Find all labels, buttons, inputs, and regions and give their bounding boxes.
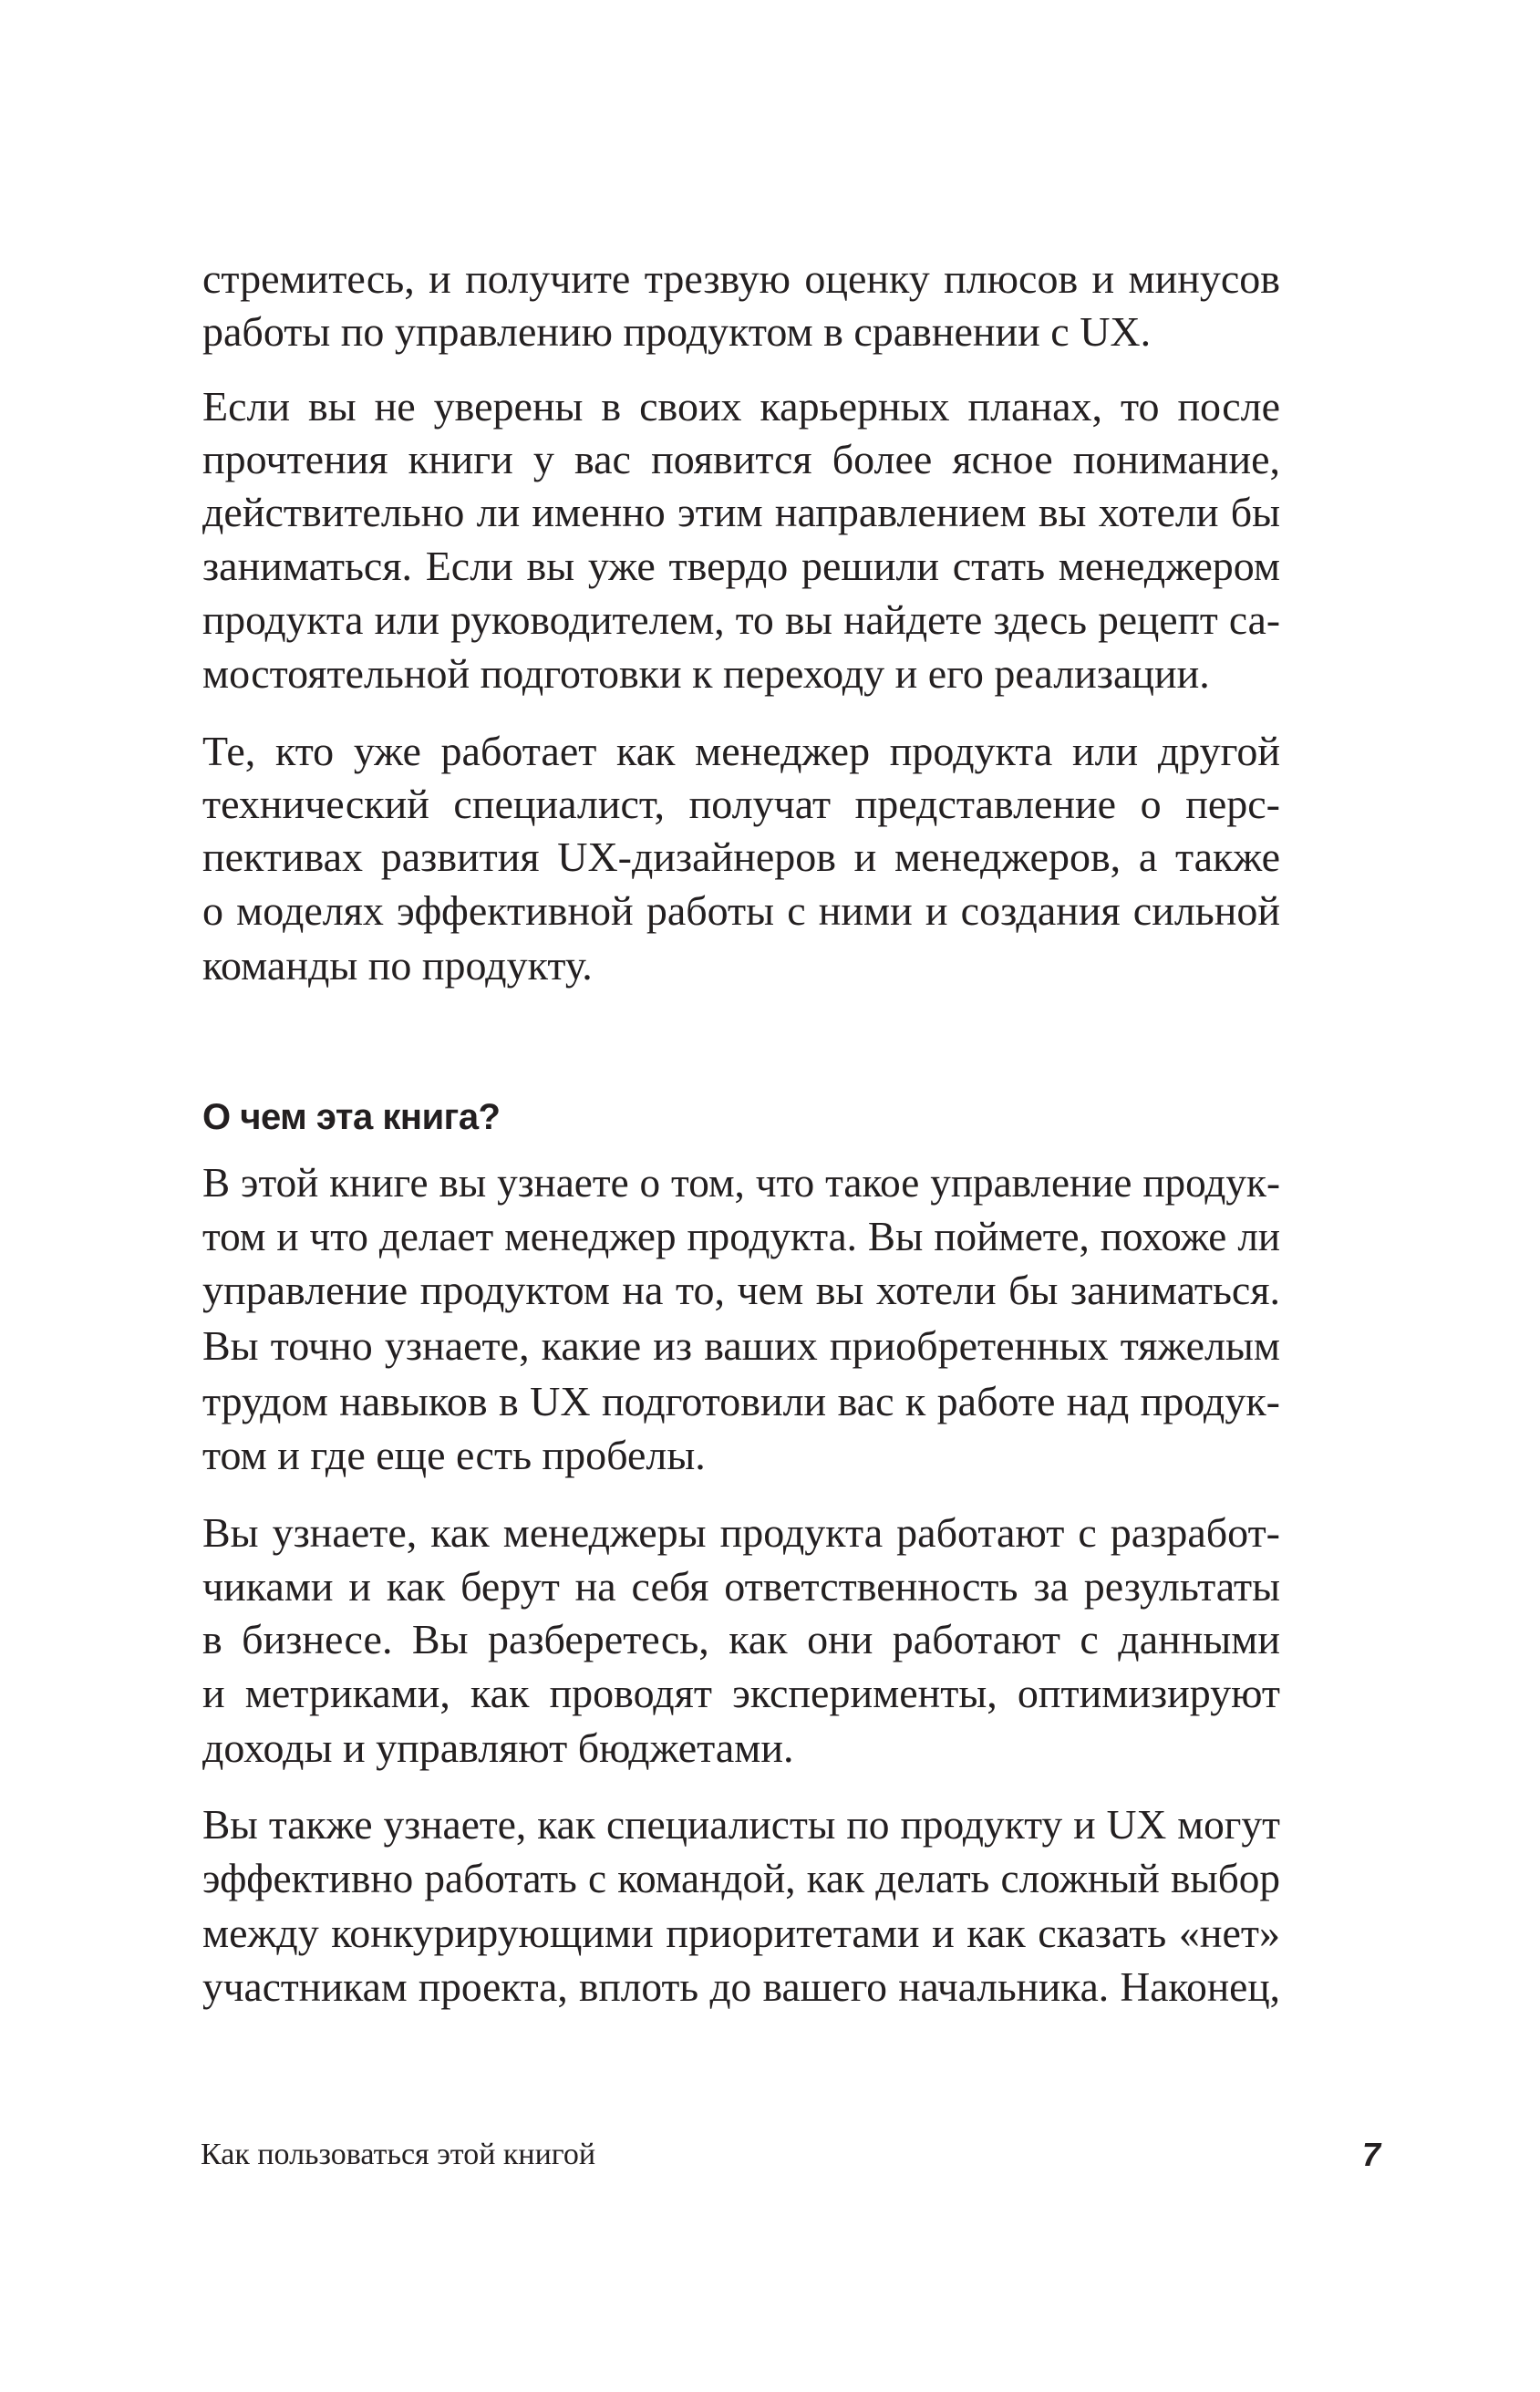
text-line: Вы узнаете, как менеджеры продукта работают с разработ-	[202, 1509, 1280, 1556]
text-line: Вы также узнаете, как специалисты по продукту и UX могут	[202, 1802, 1280, 1848]
text-line: прочтения книги у вас появится более ясное понимание,	[202, 436, 1280, 482]
running-footer-title: Как пользоваться этой книгой	[201, 2138, 596, 2171]
text-line: пективах развития UX-дизайнеров и менеджеров, а также	[202, 834, 1280, 880]
text-line: и метриками, как проводят эксперименты, оптимизируют	[202, 1670, 1280, 1716]
text-line: заниматься. Если вы уже твердо решили стать менеджером	[202, 543, 1280, 589]
text-line: работы по управлению продуктом в сравнении с UX.	[202, 308, 1152, 355]
text-line: Вы точно узнаете, какие из ваших приобретенных тяжелым	[202, 1322, 1280, 1369]
text-line: между конкурирующими приоритетами и как сказать «нет»	[202, 1910, 1280, 1956]
text-line: продукта или руководителем, то вы найдете здесь рецепт са-	[202, 596, 1280, 643]
text-line: действительно ли именно этим направлением вы хотели бы	[202, 489, 1280, 535]
text-line: доходы и управляют бюджетами.	[202, 1724, 794, 1771]
text-line: Если вы не уверены в своих карьерных планах, то после	[202, 383, 1280, 430]
text-line: эффективно работать с командой, как делать сложный выбор	[202, 1856, 1280, 1901]
text-line: участникам проекта, вплоть до вашего начальника. Наконец,	[202, 1964, 1280, 2010]
text-line: чиками и как берут на себя ответственность за результаты	[202, 1563, 1280, 1610]
text-line: технический специалист, получат представление о перс-	[202, 781, 1280, 827]
text-line: том и где еще есть пробелы.	[202, 1432, 706, 1478]
text-line: в бизнесе. Вы разберетесь, как они работают с данными	[202, 1616, 1280, 1662]
text-line: мостоятельной подготовки к переходу и его реализации.	[202, 650, 1210, 697]
text-line: команды по продукту.	[202, 942, 593, 989]
section-heading: О чем эта книга?	[202, 1097, 501, 1137]
text-line: трудом навыков в UX подготовили вас к работе над продук-	[202, 1378, 1280, 1424]
text-line: Те, кто уже работает как менеджер продукта или другой	[202, 728, 1280, 774]
page-number: 7	[1362, 2136, 1381, 2173]
text-line: управление продуктом на то, чем вы хотели бы заниматься.	[202, 1267, 1280, 1313]
text-line: о моделях эффективной работы с ними и создания сильной	[202, 887, 1280, 934]
text-line: В этой книге вы узнаете о том, что такое управление продук-	[202, 1160, 1280, 1206]
text-line: том и что делает менеджер продукта. Вы поймете, похоже ли	[202, 1214, 1280, 1259]
text-line: стремитесь, и получите трезвую оценку плюсов и минусов	[202, 255, 1280, 302]
